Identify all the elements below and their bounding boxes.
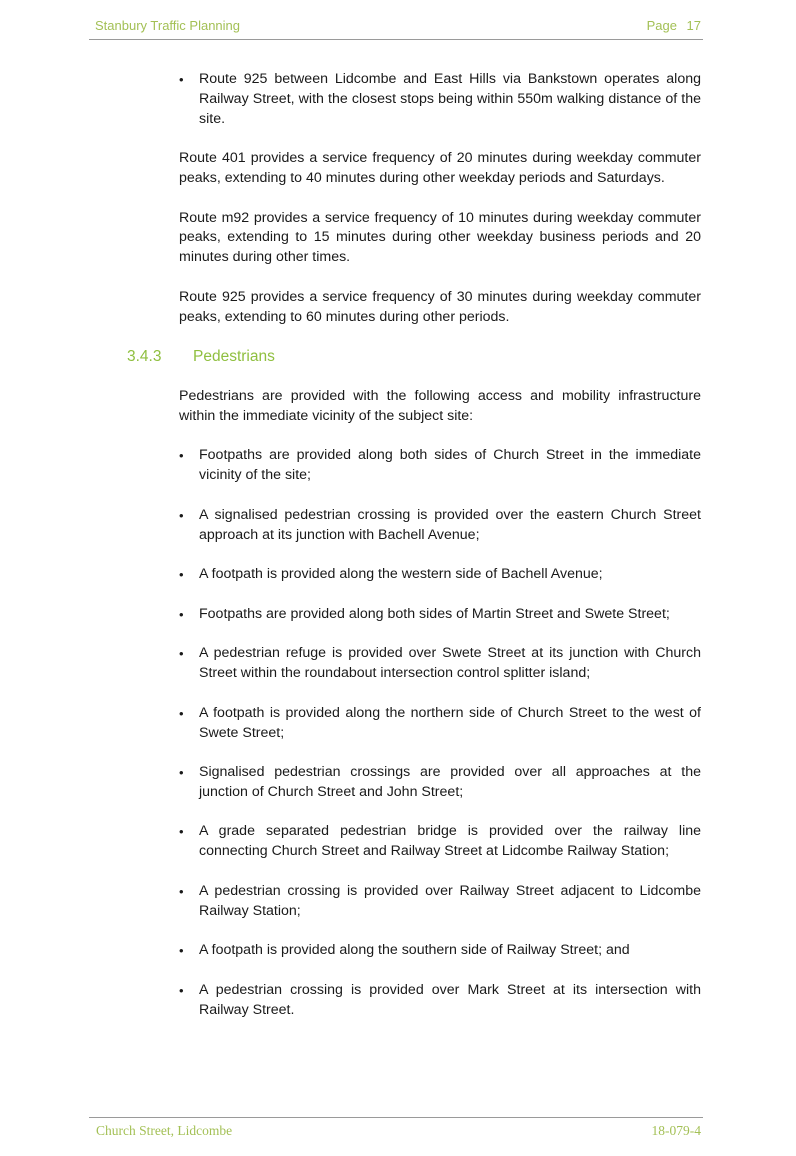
bullet-icon: •: [179, 943, 184, 959]
section-title: Pedestrians: [193, 348, 275, 366]
list-item: [179, 70, 701, 129]
list-item-text: A footpath is provided along the northern side of Church Street to the west of Swete Street;: [199, 704, 701, 741]
list-item-text: A footpath is provided along the southern side of Railway Street; and: [199, 942, 630, 959]
list-item-text: A pedestrian crossing is provided over Mark Street at its intersection with Railway Street.: [199, 981, 701, 1018]
bullet-icon: •: [179, 982, 184, 998]
list-item: [179, 506, 701, 546]
list-item-text: A pedestrian refuge is provided over Swete Street at its junction with Church Street within the roundabout intersection control splitter island;: [199, 645, 701, 682]
list-item: [179, 446, 701, 486]
header-company: Stanbury Traffic Planning: [95, 18, 241, 33]
bullet-icon: •: [179, 765, 184, 781]
page-content: [127, 70, 701, 1040]
section-heading: [127, 347, 701, 367]
list-item-text: A grade separated pedestrian bridge is provided over the railway line connecting Church Street and Railway Street at Lidcombe Railway Station;: [199, 823, 701, 860]
bullet-icon: •: [179, 567, 184, 583]
list-item: [179, 981, 701, 1021]
list-item-text: A footpath is provided along the western side of Bachell Avenue;: [199, 566, 603, 583]
list-item-text: Footpaths are provided along both sides of Church Street in the immediate vicinity of the site;: [199, 447, 701, 484]
list-item: [179, 882, 701, 922]
list-item: [179, 704, 701, 744]
bullet-icon: •: [179, 646, 184, 662]
list-item: [179, 605, 701, 625]
list-item: [179, 941, 701, 961]
footer-project-number: 18-079-4: [651, 1123, 701, 1138]
list-item-text: Route 925 between Lidcombe and East Hills via Bankstown operates along Railway Street, with the closest stops being within 550m walking distance of the site.: [199, 71, 701, 127]
list-item-text: Footpaths are provided along both sides of Martin Street and Swete Street;: [199, 605, 670, 622]
list-item: [179, 822, 701, 862]
paragraph-route-m92: Route m92 provides a service frequency of 10 minutes during weekday commuter peaks, extending to 15 minutes during other weekday business periods and 20 minutes during other times.: [179, 209, 701, 266]
list-item-text: Signalised pedestrian crossings are provided over all approaches at the junction of Church Street and John Street;: [199, 764, 701, 800]
section-number: 3.4.3: [127, 348, 162, 366]
bullet-icon: •: [179, 72, 184, 87]
bullet-icon: •: [179, 705, 184, 721]
bullet-icon: •: [179, 507, 184, 523]
paragraph-route-401: Route 401 provides a service frequency of 20 minutes during weekday commuter peaks, extending to 40 minutes during other weekday periods and Saturdays.: [179, 150, 701, 186]
list-item: [179, 763, 701, 803]
page-footer: [89, 1117, 703, 1146]
header-page-number: Page 17: [646, 18, 701, 33]
list-item: [179, 644, 701, 684]
bullet-icon: •: [179, 448, 184, 464]
list-item-text: A signalised pedestrian crossing is provided over the eastern Church Street approach at its junction with Bachell Avenue;: [199, 506, 701, 543]
paragraph-route-925: Route 925 provides a service frequency of 30 minutes during weekday commuter peaks, extending to 60 minutes during other periods.: [179, 288, 701, 325]
bullet-icon: •: [179, 824, 184, 840]
list-item: [179, 565, 701, 585]
footer-project-location: Church Street, Lidcombe: [96, 1123, 233, 1138]
page-header: [89, 15, 703, 40]
section-intro: Pedestrians are provided with the following access and mobility infrastructure within the immediate vicinity of the subject site:: [179, 387, 701, 424]
bullet-icon: •: [179, 883, 184, 899]
list-item-text: A pedestrian crossing is provided over Railway Street adjacent to Lidcombe Railway Station;: [199, 882, 701, 919]
bullet-icon: •: [179, 606, 184, 622]
